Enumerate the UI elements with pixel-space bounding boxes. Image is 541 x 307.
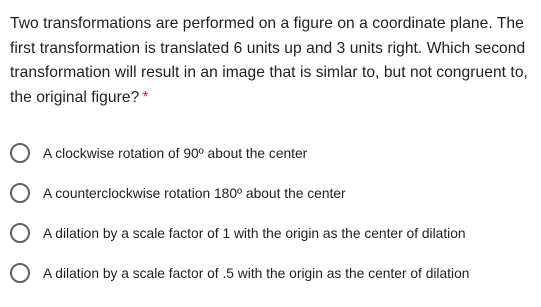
- question-text: Two transformations are performed on a figure on a coordinate plane. The first transformation is translated 6 units up and 3 units right. Which second transformation will result in an image that is simlar to, but not congruent to, the original figure?: [10, 15, 528, 106]
- question-text-block: [10, 12, 535, 110]
- radio-button-icon[interactable]: [10, 143, 30, 163]
- radio-button-icon[interactable]: [10, 183, 30, 203]
- option-3[interactable]: [10, 213, 535, 253]
- option-label: A clockwise rotation of 90º about the center: [43, 145, 308, 161]
- option-4[interactable]: [10, 253, 535, 293]
- option-2[interactable]: [10, 173, 535, 213]
- radio-button-icon[interactable]: [10, 223, 30, 243]
- option-1[interactable]: [10, 133, 535, 173]
- option-label: A counterclockwise rotation 180º about the center: [43, 185, 346, 201]
- option-label: A dilation by a scale factor of .5 with the origin as the center of dilation: [43, 265, 470, 281]
- required-asterisk: *: [142, 88, 149, 106]
- answer-options: [10, 133, 535, 293]
- option-label: A dilation by a scale factor of 1 with the origin as the center of dilation: [43, 225, 466, 241]
- radio-button-icon[interactable]: [10, 263, 30, 283]
